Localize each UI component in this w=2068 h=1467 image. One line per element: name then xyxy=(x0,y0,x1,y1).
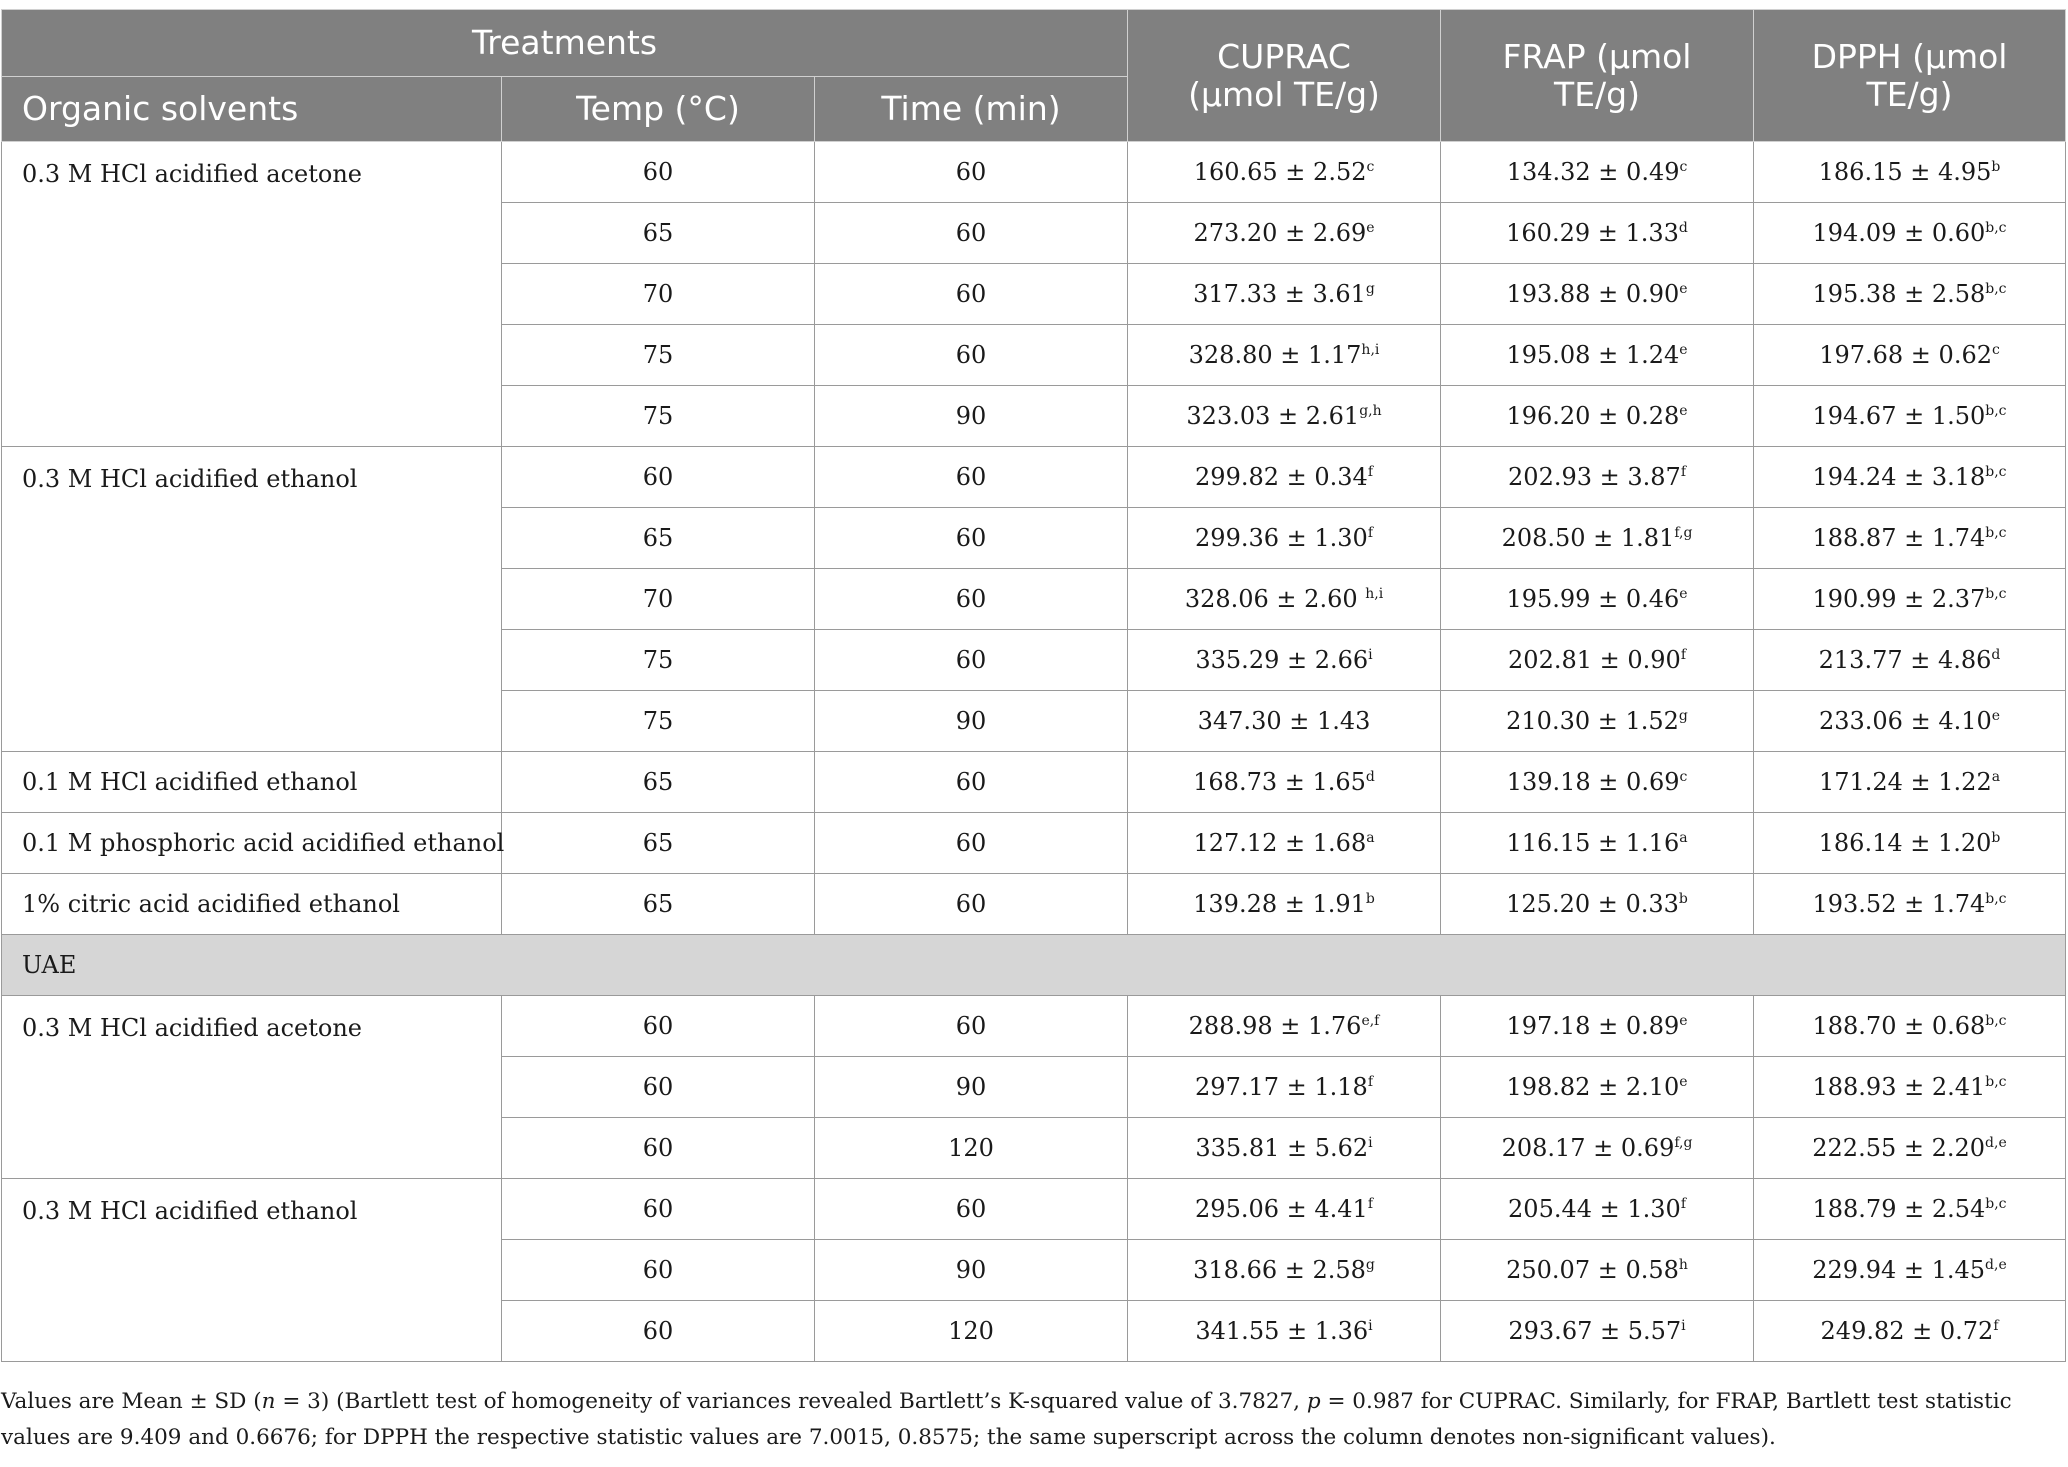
temp-cell: 60 xyxy=(502,1301,815,1362)
frap-value: 202.81 ± 0.90 xyxy=(1508,646,1681,674)
dpph-superscript: d,e xyxy=(1985,1257,2007,1273)
cuprac-cell xyxy=(1128,813,1441,874)
cuprac-superscript: c xyxy=(1366,159,1375,175)
cuprac-header: CUPRAC (µmol TE/g) xyxy=(1128,10,1441,142)
dpph-cell xyxy=(1754,813,2066,874)
temp-cell: 60 xyxy=(502,1240,815,1301)
time-cell: 60 xyxy=(815,508,1128,569)
time-cell: 60 xyxy=(815,569,1128,630)
temp-cell: 75 xyxy=(502,386,815,447)
cuprac-cell xyxy=(1128,1301,1441,1362)
table-row xyxy=(2,752,2066,813)
dpph-value: 193.52 ± 1.74 xyxy=(1812,890,1986,918)
time-cell: 60 xyxy=(815,874,1128,935)
dpph-value: 249.82 ± 0.72 xyxy=(1820,1317,1994,1345)
frap-cell xyxy=(1441,1301,1754,1362)
frap-value: 134.32 ± 0.49 xyxy=(1506,158,1680,186)
dpph-value: 188.87 ± 1.74 xyxy=(1812,524,1986,552)
dpph-value: 195.38 ± 2.58 xyxy=(1812,280,1986,308)
cuprac-cell xyxy=(1128,996,1441,1057)
dpph-superscript: b,c xyxy=(1985,220,2007,236)
dpph-superscript: d xyxy=(1991,647,2001,663)
time-cell: 90 xyxy=(815,386,1128,447)
dpph-value: 194.24 ± 3.18 xyxy=(1812,463,1986,491)
cuprac-superscript: f xyxy=(1367,525,1373,541)
dpph-value: 194.67 ± 1.50 xyxy=(1812,402,1986,430)
frap-value: 116.15 ± 1.16 xyxy=(1506,829,1680,857)
cuprac-value: 127.12 ± 1.68 xyxy=(1193,829,1367,857)
frap-value: 293.67 ± 5.57 xyxy=(1508,1317,1682,1345)
dpph-cell xyxy=(1754,508,2066,569)
temp-cell: 70 xyxy=(502,569,815,630)
time-cell: 90 xyxy=(815,1240,1128,1301)
frap-value: 197.18 ± 0.89 xyxy=(1506,1012,1680,1040)
dpph-value: 197.68 ± 0.62 xyxy=(1819,341,1992,369)
cuprac-cell xyxy=(1128,874,1441,935)
cuprac-superscript: i xyxy=(1368,647,1373,663)
cuprac-cell xyxy=(1128,1179,1441,1240)
table-body xyxy=(2,142,2066,1362)
frap-cell xyxy=(1441,874,1754,935)
frap-cell xyxy=(1441,691,1754,752)
frap-cell xyxy=(1441,569,1754,630)
frap-value: 160.29 ± 1.33 xyxy=(1506,219,1679,247)
frap-cell xyxy=(1441,752,1754,813)
cuprac-value: 299.36 ± 1.30 xyxy=(1195,524,1368,552)
frap-superscript: f,g xyxy=(1674,525,1693,541)
frap-value: 198.82 ± 2.10 xyxy=(1506,1073,1680,1101)
frap-cell xyxy=(1441,447,1754,508)
temp-cell: 60 xyxy=(502,1179,815,1240)
temp-cell: 65 xyxy=(502,874,815,935)
cuprac-cell xyxy=(1128,447,1441,508)
table-row xyxy=(2,996,2066,1057)
cuprac-value: 139.28 ± 1.91 xyxy=(1193,890,1366,918)
cuprac-superscript: g,h xyxy=(1359,403,1382,419)
time-cell: 120 xyxy=(815,1301,1128,1362)
frap-superscript: e xyxy=(1679,342,1688,358)
temp-cell: 65 xyxy=(502,508,815,569)
time-cell: 60 xyxy=(815,203,1128,264)
dpph-superscript: b xyxy=(1991,830,2001,846)
frap-value: 193.88 ± 0.90 xyxy=(1506,280,1680,308)
dpph-cell xyxy=(1754,630,2066,691)
cuprac-superscript: a xyxy=(1366,830,1375,846)
frap-cell xyxy=(1441,386,1754,447)
time-cell: 60 xyxy=(815,996,1128,1057)
table-row xyxy=(2,142,2066,203)
dpph-cell xyxy=(1754,1179,2066,1240)
cuprac-value: 335.81 ± 5.62 xyxy=(1195,1134,1369,1162)
dpph-superscript: b xyxy=(1991,159,2001,175)
cuprac-value: 318.66 ± 2.58 xyxy=(1193,1256,1366,1284)
temp-cell: 65 xyxy=(502,203,815,264)
dpph-cell xyxy=(1754,447,2066,508)
frap-superscript: e xyxy=(1679,586,1688,602)
dpph-value: 171.24 ± 1.22 xyxy=(1818,768,1992,796)
frap-superscript: f xyxy=(1680,464,1686,480)
cuprac-value: 295.06 ± 4.41 xyxy=(1195,1195,1368,1223)
dpph-superscript: b,c xyxy=(1985,1013,2007,1029)
frap-value: 208.17 ± 0.69 xyxy=(1501,1134,1675,1162)
dpph-value: 233.06 ± 4.10 xyxy=(1818,707,1992,735)
temp-header: Temp (°C) xyxy=(502,77,815,142)
frap-cell xyxy=(1441,142,1754,203)
frap-superscript: a xyxy=(1679,830,1688,846)
dpph-superscript: b,c xyxy=(1985,525,2007,541)
cuprac-superscript: f xyxy=(1367,1074,1373,1090)
time-header: Time (min) xyxy=(815,77,1128,142)
temp-cell: 65 xyxy=(502,752,815,813)
cuprac-superscript: e,f xyxy=(1361,1013,1380,1029)
dpph-superscript: b,c xyxy=(1985,281,2007,297)
cuprac-value: 323.03 ± 2.61 xyxy=(1186,402,1360,430)
dpph-superscript: b,c xyxy=(1985,403,2007,419)
cuprac-superscript: f xyxy=(1367,1196,1373,1212)
cuprac-cell xyxy=(1128,203,1441,264)
dpph-cell xyxy=(1754,1118,2066,1179)
dpph-value: 186.14 ± 1.20 xyxy=(1818,829,1992,857)
time-cell: 60 xyxy=(815,630,1128,691)
solvent-cell: 0.1 M HCl acidified ethanol xyxy=(2,752,502,813)
dpph-value: 188.70 ± 0.68 xyxy=(1812,1012,1986,1040)
cuprac-cell xyxy=(1128,1240,1441,1301)
cuprac-superscript: h,i xyxy=(1365,586,1384,602)
table-header xyxy=(2,10,2066,142)
frap-superscript: e xyxy=(1679,281,1688,297)
cuprac-value: 328.80 ± 1.17 xyxy=(1188,341,1362,369)
dpph-value: 222.55 ± 2.20 xyxy=(1812,1134,1986,1162)
cuprac-cell xyxy=(1128,508,1441,569)
cuprac-cell xyxy=(1128,691,1441,752)
dpph-cell xyxy=(1754,1057,2066,1118)
dpph-superscript: b,c xyxy=(1985,1196,2007,1212)
solvent-cell: 0.3 M HCl acidified ethanol xyxy=(2,447,502,752)
time-cell: 90 xyxy=(815,691,1128,752)
cuprac-cell xyxy=(1128,142,1441,203)
frap-value: 139.18 ± 0.69 xyxy=(1506,768,1680,796)
cuprac-superscript: b xyxy=(1365,891,1375,907)
temp-cell: 60 xyxy=(502,1057,815,1118)
cuprac-cell xyxy=(1128,264,1441,325)
dpph-cell xyxy=(1754,142,2066,203)
table-row xyxy=(2,874,2066,935)
dpph-superscript: d,e xyxy=(1985,1135,2007,1151)
frap-superscript: f xyxy=(1680,1196,1686,1212)
frap-superscript: e xyxy=(1679,403,1688,419)
frap-cell xyxy=(1441,203,1754,264)
temp-cell: 60 xyxy=(502,142,815,203)
frap-superscript: f xyxy=(1680,647,1686,663)
frap-value: 195.99 ± 0.46 xyxy=(1506,585,1680,613)
cuprac-superscript: i xyxy=(1368,1135,1373,1151)
cuprac-value: 299.82 ± 0.34 xyxy=(1195,463,1368,491)
cuprac-superscript: g xyxy=(1365,1257,1375,1273)
dpph-superscript: e xyxy=(1991,708,2001,724)
frap-cell xyxy=(1441,264,1754,325)
cuprac-value: 317.33 ± 3.61 xyxy=(1193,280,1366,308)
dpph-superscript: a xyxy=(1991,769,2001,785)
cuprac-value: 347.30 ± 1.43 xyxy=(1197,707,1371,735)
frap-cell xyxy=(1441,630,1754,691)
frap-cell xyxy=(1441,813,1754,874)
cuprac-value: 335.29 ± 2.66 xyxy=(1195,646,1369,674)
frap-superscript: c xyxy=(1679,769,1688,785)
frap-superscript: b xyxy=(1678,891,1688,907)
cuprac-value: 273.20 ± 2.69 xyxy=(1193,219,1367,247)
cuprac-superscript: g xyxy=(1365,281,1375,297)
dpph-value: 194.09 ± 0.60 xyxy=(1812,219,1986,247)
frap-value: 208.50 ± 1.81 xyxy=(1501,524,1675,552)
cuprac-cell xyxy=(1128,386,1441,447)
dpph-value: 229.94 ± 1.45 xyxy=(1812,1256,1986,1284)
dpph-superscript: b,c xyxy=(1985,891,2007,907)
dpph-cell xyxy=(1754,203,2066,264)
dpph-header: DPPH (µmol TE/g) xyxy=(1754,10,2066,142)
frap-cell xyxy=(1441,325,1754,386)
solvent-cell: 0.3 M HCl acidified acetone xyxy=(2,996,502,1179)
table-row xyxy=(2,447,2066,508)
frap-cell xyxy=(1441,1057,1754,1118)
solvent-cell: 1% citric acid acidified ethanol xyxy=(2,874,502,935)
frap-superscript: e xyxy=(1679,1013,1688,1029)
temp-cell: 60 xyxy=(502,447,815,508)
dpph-cell xyxy=(1754,325,2066,386)
temp-cell: 75 xyxy=(502,630,815,691)
dpph-cell xyxy=(1754,1301,2066,1362)
frap-cell xyxy=(1441,1179,1754,1240)
frap-superscript: e xyxy=(1679,1074,1688,1090)
frap-cell xyxy=(1441,1240,1754,1301)
table-row xyxy=(2,1179,2066,1240)
temp-cell: 70 xyxy=(502,264,815,325)
cuprac-superscript: h,i xyxy=(1361,342,1380,358)
cuprac-cell xyxy=(1128,752,1441,813)
frap-value: 195.08 ± 1.24 xyxy=(1506,341,1680,369)
cuprac-cell xyxy=(1128,1118,1441,1179)
time-cell: 90 xyxy=(815,1057,1128,1118)
frap-superscript: c xyxy=(1679,159,1688,175)
frap-superscript: i xyxy=(1681,1318,1686,1334)
frap-cell xyxy=(1441,508,1754,569)
dpph-value: 188.79 ± 2.54 xyxy=(1812,1195,1986,1223)
frap-header: FRAP (µmol TE/g) xyxy=(1441,10,1754,142)
frap-value: 125.20 ± 0.33 xyxy=(1506,890,1679,918)
results-table xyxy=(1,9,2066,1362)
cuprac-value: 341.55 ± 1.36 xyxy=(1195,1317,1369,1345)
cuprac-superscript: f xyxy=(1367,464,1373,480)
dpph-value: 190.99 ± 2.37 xyxy=(1812,585,1986,613)
dpph-cell xyxy=(1754,1240,2066,1301)
temp-cell: 65 xyxy=(502,813,815,874)
temp-cell: 75 xyxy=(502,325,815,386)
frap-cell xyxy=(1441,1118,1754,1179)
cuprac-cell xyxy=(1128,569,1441,630)
dpph-value: 213.77 ± 4.86 xyxy=(1818,646,1992,674)
cuprac-superscript: d xyxy=(1365,769,1375,785)
frap-value: 210.30 ± 1.52 xyxy=(1506,707,1679,735)
temp-cell: 60 xyxy=(502,1118,815,1179)
time-cell: 60 xyxy=(815,325,1128,386)
frap-superscript: g xyxy=(1678,708,1688,724)
cuprac-value: 160.65 ± 2.52 xyxy=(1193,158,1367,186)
cuprac-value: 288.98 ± 1.76 xyxy=(1188,1012,1362,1040)
dpph-superscript: b,c xyxy=(1985,464,2007,480)
cuprac-value: 328.06 ± 2.60 xyxy=(1184,585,1366,613)
time-cell: 60 xyxy=(815,142,1128,203)
dpph-superscript: f xyxy=(1993,1318,1999,1334)
treatments-header: Treatments xyxy=(2,10,1128,77)
time-cell: 60 xyxy=(815,752,1128,813)
dpph-cell xyxy=(1754,264,2066,325)
cuprac-superscript: e xyxy=(1366,220,1375,236)
cuprac-cell xyxy=(1128,1057,1441,1118)
dpph-value: 186.15 ± 4.95 xyxy=(1818,158,1992,186)
dpph-cell xyxy=(1754,569,2066,630)
dpph-cell xyxy=(1754,874,2066,935)
dpph-superscript: b,c xyxy=(1985,586,2007,602)
frap-superscript: d xyxy=(1678,220,1688,236)
frap-value: 202.93 ± 3.87 xyxy=(1508,463,1681,491)
cuprac-cell xyxy=(1128,630,1441,691)
dpph-superscript: c xyxy=(1991,342,2000,358)
solvent-cell: 0.3 M HCl acidified ethanol xyxy=(2,1179,502,1362)
time-cell: 60 xyxy=(815,447,1128,508)
frap-cell xyxy=(1441,996,1754,1057)
cuprac-value: 168.73 ± 1.65 xyxy=(1193,768,1366,796)
section-row xyxy=(2,935,2066,996)
organic-solvents-header: Organic solvents xyxy=(2,77,502,142)
frap-value: 196.20 ± 0.28 xyxy=(1506,402,1680,430)
cuprac-value: 297.17 ± 1.18 xyxy=(1195,1073,1368,1101)
dpph-cell xyxy=(1754,996,2066,1057)
dpph-value: 188.93 ± 2.41 xyxy=(1812,1073,1986,1101)
time-cell: 120 xyxy=(815,1118,1128,1179)
frap-superscript: h xyxy=(1678,1257,1688,1273)
frap-value: 205.44 ± 1.30 xyxy=(1508,1195,1681,1223)
time-cell: 60 xyxy=(815,1179,1128,1240)
table-footnote: Values are Mean ± SD (n = 3) (Bartlett test of homogeneity of variances revealed Bartlett’s K-squared value of 3.7827, p = 0.987 for CUPRAC. Similarly, for FRAP, Bartlett test statistic values are 9.409 and 0.6676; for DPPH the respective statistic values are 7.0015, 0.8575; the same superscript across the column denotes non-significant values). xyxy=(1,1389,2012,1450)
dpph-cell xyxy=(1754,691,2066,752)
cuprac-cell xyxy=(1128,325,1441,386)
section-label: UAE xyxy=(2,935,2066,996)
dpph-cell xyxy=(1754,386,2066,447)
solvent-cell: 0.1 M phosphoric acid acidified ethanol xyxy=(2,813,502,874)
temp-cell: 75 xyxy=(502,691,815,752)
cuprac-superscript: i xyxy=(1368,1318,1373,1334)
dpph-superscript: b,c xyxy=(1985,1074,2007,1090)
table-row xyxy=(2,813,2066,874)
frap-superscript: f,g xyxy=(1674,1135,1693,1151)
frap-value: 250.07 ± 0.58 xyxy=(1506,1256,1679,1284)
temp-cell: 60 xyxy=(502,996,815,1057)
solvent-cell: 0.3 M HCl acidified acetone xyxy=(2,142,502,447)
time-cell: 60 xyxy=(815,264,1128,325)
dpph-cell xyxy=(1754,752,2066,813)
time-cell: 60 xyxy=(815,813,1128,874)
